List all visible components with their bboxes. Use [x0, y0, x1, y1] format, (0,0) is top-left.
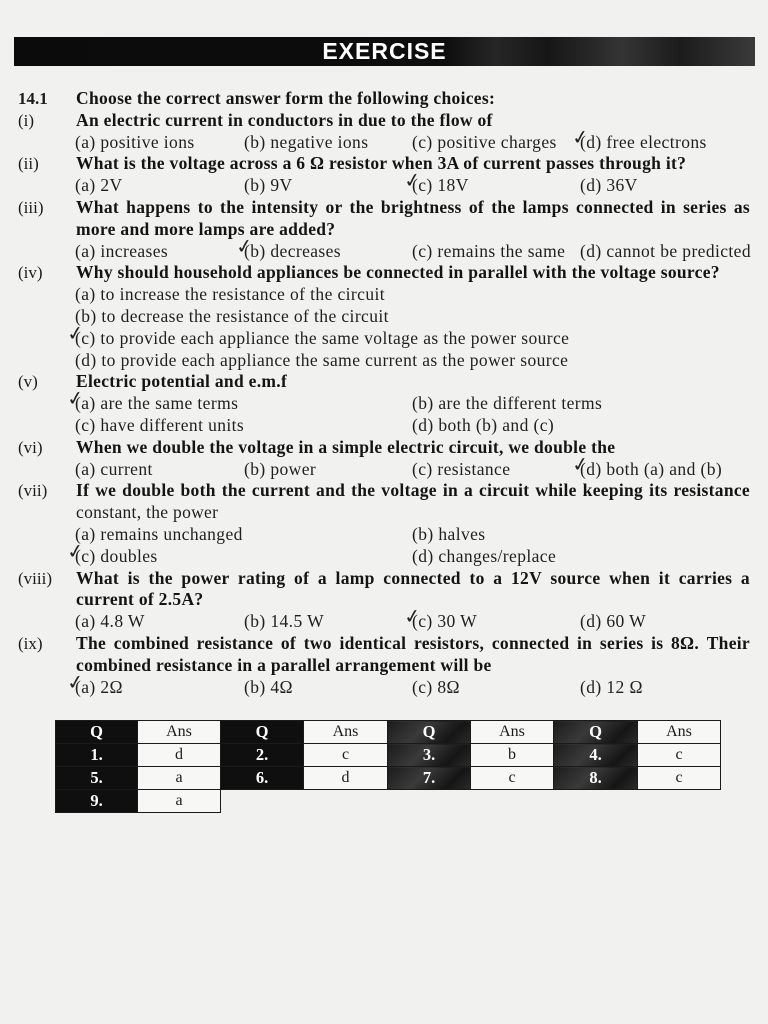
options-row	[0, 328, 768, 350]
options-row	[0, 415, 768, 437]
question-row	[0, 480, 768, 502]
exercise-number: 14.1	[18, 89, 48, 108]
options-row	[0, 611, 768, 633]
header-q: Q	[56, 721, 138, 744]
option-b: (b) halves	[412, 523, 486, 544]
check-mark-icon	[66, 670, 85, 692]
question-text: more and more lamps are added?	[76, 218, 336, 239]
question-item	[0, 153, 768, 197]
option-c: (c) to provide each appliance the same voltage as the power source ✓	[75, 328, 569, 350]
question-number: 3.	[388, 744, 471, 767]
answer-letter: c	[471, 767, 554, 790]
exercise-banner	[14, 37, 755, 66]
answer-letter: c	[638, 767, 721, 790]
exercise-heading	[0, 88, 768, 110]
question-row	[0, 568, 768, 590]
header-ans: Ans	[304, 721, 388, 744]
question-row	[0, 197, 768, 219]
option-a: (a) are the same terms ✓	[75, 393, 238, 415]
option-d: (d) 60 W	[580, 611, 647, 632]
question-text: combined resistance in a parallel arrangement will be	[76, 654, 492, 675]
header-q: Q	[221, 721, 304, 744]
option-c: (c) resistance	[412, 458, 511, 479]
options-row	[0, 546, 768, 568]
check-mark-icon	[403, 169, 422, 191]
option-a: (a) positive ions	[75, 131, 195, 152]
answer-table-header	[56, 721, 721, 744]
page-title: EXERCISE	[322, 38, 447, 64]
question-text: What happens to the intensity or the brightness of the lamps connected in series as	[76, 196, 750, 217]
option-d: (d) cannot be predicted	[580, 240, 751, 261]
question-label: (i)	[18, 110, 35, 130]
question-number: 4.	[554, 744, 638, 767]
option-d: (d) both (b) and (c)	[412, 414, 555, 435]
question-row	[0, 633, 768, 655]
options-row	[0, 241, 768, 263]
answer-letter: d	[304, 767, 388, 790]
option-a: (a) current	[75, 458, 153, 479]
check-mark-icon	[66, 387, 85, 409]
option-a: (a) 2V	[75, 175, 123, 196]
question-row	[0, 371, 768, 393]
exercise-content	[0, 88, 768, 698]
question-label: (vi)	[18, 437, 43, 457]
options-row	[0, 524, 768, 546]
option-d: (d) both (a) and (b) ✓	[580, 459, 722, 481]
question-label: (iii)	[18, 197, 44, 217]
question-number: 9.	[56, 790, 138, 813]
question-number: 2.	[221, 744, 304, 767]
option-d: (d) 12 Ω	[580, 676, 643, 697]
question-row	[0, 110, 768, 132]
option-c: (c) have different units	[75, 414, 245, 435]
answer-letter: d	[138, 744, 221, 767]
answer-key-table	[55, 720, 721, 813]
question-label: (ix)	[18, 633, 43, 653]
answer-table-row	[56, 790, 721, 813]
answer-letter: c	[304, 744, 388, 767]
check-mark-icon	[571, 452, 590, 474]
check-mark-icon	[66, 322, 85, 344]
question-row	[0, 437, 768, 459]
question-label: (v)	[18, 372, 38, 392]
options-row	[0, 393, 768, 415]
question-item	[0, 437, 768, 481]
question-item	[0, 568, 768, 633]
option-d: (d) changes/replace	[412, 545, 557, 566]
question-item	[0, 371, 768, 436]
header-ans: Ans	[471, 721, 554, 744]
options-row	[0, 132, 768, 154]
options-row	[0, 677, 768, 699]
answer-letter: b	[471, 744, 554, 767]
option-b: (b) to decrease the resistance of the circuit	[75, 305, 389, 326]
option-d: (d) free electrons ✓	[580, 132, 707, 154]
question-row-continued	[0, 502, 768, 524]
answer-letter: a	[138, 790, 221, 813]
check-mark-icon	[66, 540, 85, 562]
header-q: Q	[388, 721, 471, 744]
header-q: Q	[554, 721, 638, 744]
option-c: (c) 18V ✓	[412, 175, 469, 197]
option-c: (c) positive charges	[412, 131, 557, 152]
question-text: What is the power rating of a lamp connected to a 12V source when it carries a	[76, 567, 750, 588]
question-item	[0, 110, 768, 154]
option-b: (b) 14.5 W	[244, 611, 324, 632]
options-row	[0, 175, 768, 197]
option-b: (b) power	[244, 458, 317, 479]
question-row	[0, 153, 768, 175]
question-row-continued	[0, 655, 768, 677]
options-row	[0, 350, 768, 372]
option-c: (c) remains the same	[412, 240, 566, 261]
question-label: (ii)	[18, 154, 39, 174]
answer-letter: c	[638, 744, 721, 767]
option-a: (a) remains unchanged	[75, 523, 243, 544]
option-b: (b) 9V	[244, 175, 293, 196]
check-mark-icon	[235, 235, 254, 257]
option-c: (c) doubles ✓	[75, 546, 158, 568]
option-d: (d) 36V	[580, 175, 638, 196]
option-b: (b) decreases ✓	[244, 241, 341, 263]
question-label: (viii)	[18, 568, 52, 588]
question-row-continued	[0, 219, 768, 241]
question-item	[0, 633, 768, 698]
option-c: (c) 8Ω	[412, 676, 460, 697]
question-item	[0, 197, 768, 262]
question-text: current of 2.5A?	[76, 589, 204, 610]
question-item	[0, 262, 768, 371]
question-item	[0, 480, 768, 567]
option-b: (b) negative ions	[244, 131, 369, 152]
option-a: (a) 2Ω ✓	[75, 677, 123, 699]
question-number: 5.	[56, 767, 138, 790]
answer-table-row	[56, 767, 721, 790]
header-ans: Ans	[138, 721, 221, 744]
option-a: (a) 4.8 W	[75, 611, 145, 632]
question-text: constant, the power	[76, 502, 219, 523]
question-number: 6.	[221, 767, 304, 790]
question-text: What is the voltage across a 6 Ω resistor when 3A of current passes through it?	[76, 153, 687, 174]
answer-table-row	[56, 744, 721, 767]
options-row	[0, 459, 768, 481]
options-row	[0, 306, 768, 328]
question-text: Why should household appliances be connected in parallel with the voltage source?	[76, 262, 720, 283]
question-text: Electric potential and e.m.f	[76, 371, 288, 392]
answer-letter: a	[138, 767, 221, 790]
header-ans: Ans	[638, 721, 721, 744]
check-mark-icon	[571, 126, 590, 148]
question-text: The combined resistance of two identical resistors, connected in series is 8Ω. Their	[76, 632, 750, 653]
question-text: When we double the voltage in a simple electric circuit, we double the	[76, 436, 616, 457]
question-number: 8.	[554, 767, 638, 790]
option-c: (c) 30 W ✓	[412, 611, 477, 633]
question-text: An electric current in conductors in due to the flow of	[76, 109, 493, 130]
question-number: 7.	[388, 767, 471, 790]
option-a: (a) increases	[75, 240, 169, 261]
options-row	[0, 284, 768, 306]
option-a: (a) to increase the resistance of the circuit	[75, 284, 386, 305]
question-text: If we double both the current and the voltage in a circuit while keeping its resistance	[76, 480, 750, 501]
check-mark-icon	[403, 605, 422, 627]
option-b: (b) 4Ω	[244, 676, 293, 697]
question-number: 1.	[56, 744, 138, 767]
question-label: (vii)	[18, 481, 48, 501]
option-b: (b) are the different terms	[412, 393, 603, 414]
option-d: (d) to provide each appliance the same current as the power source	[75, 349, 569, 370]
question-row	[0, 262, 768, 284]
question-row-continued	[0, 589, 768, 611]
question-label: (iv)	[18, 263, 43, 283]
exercise-instruction: Choose the correct answer form the following choices:	[76, 88, 496, 108]
